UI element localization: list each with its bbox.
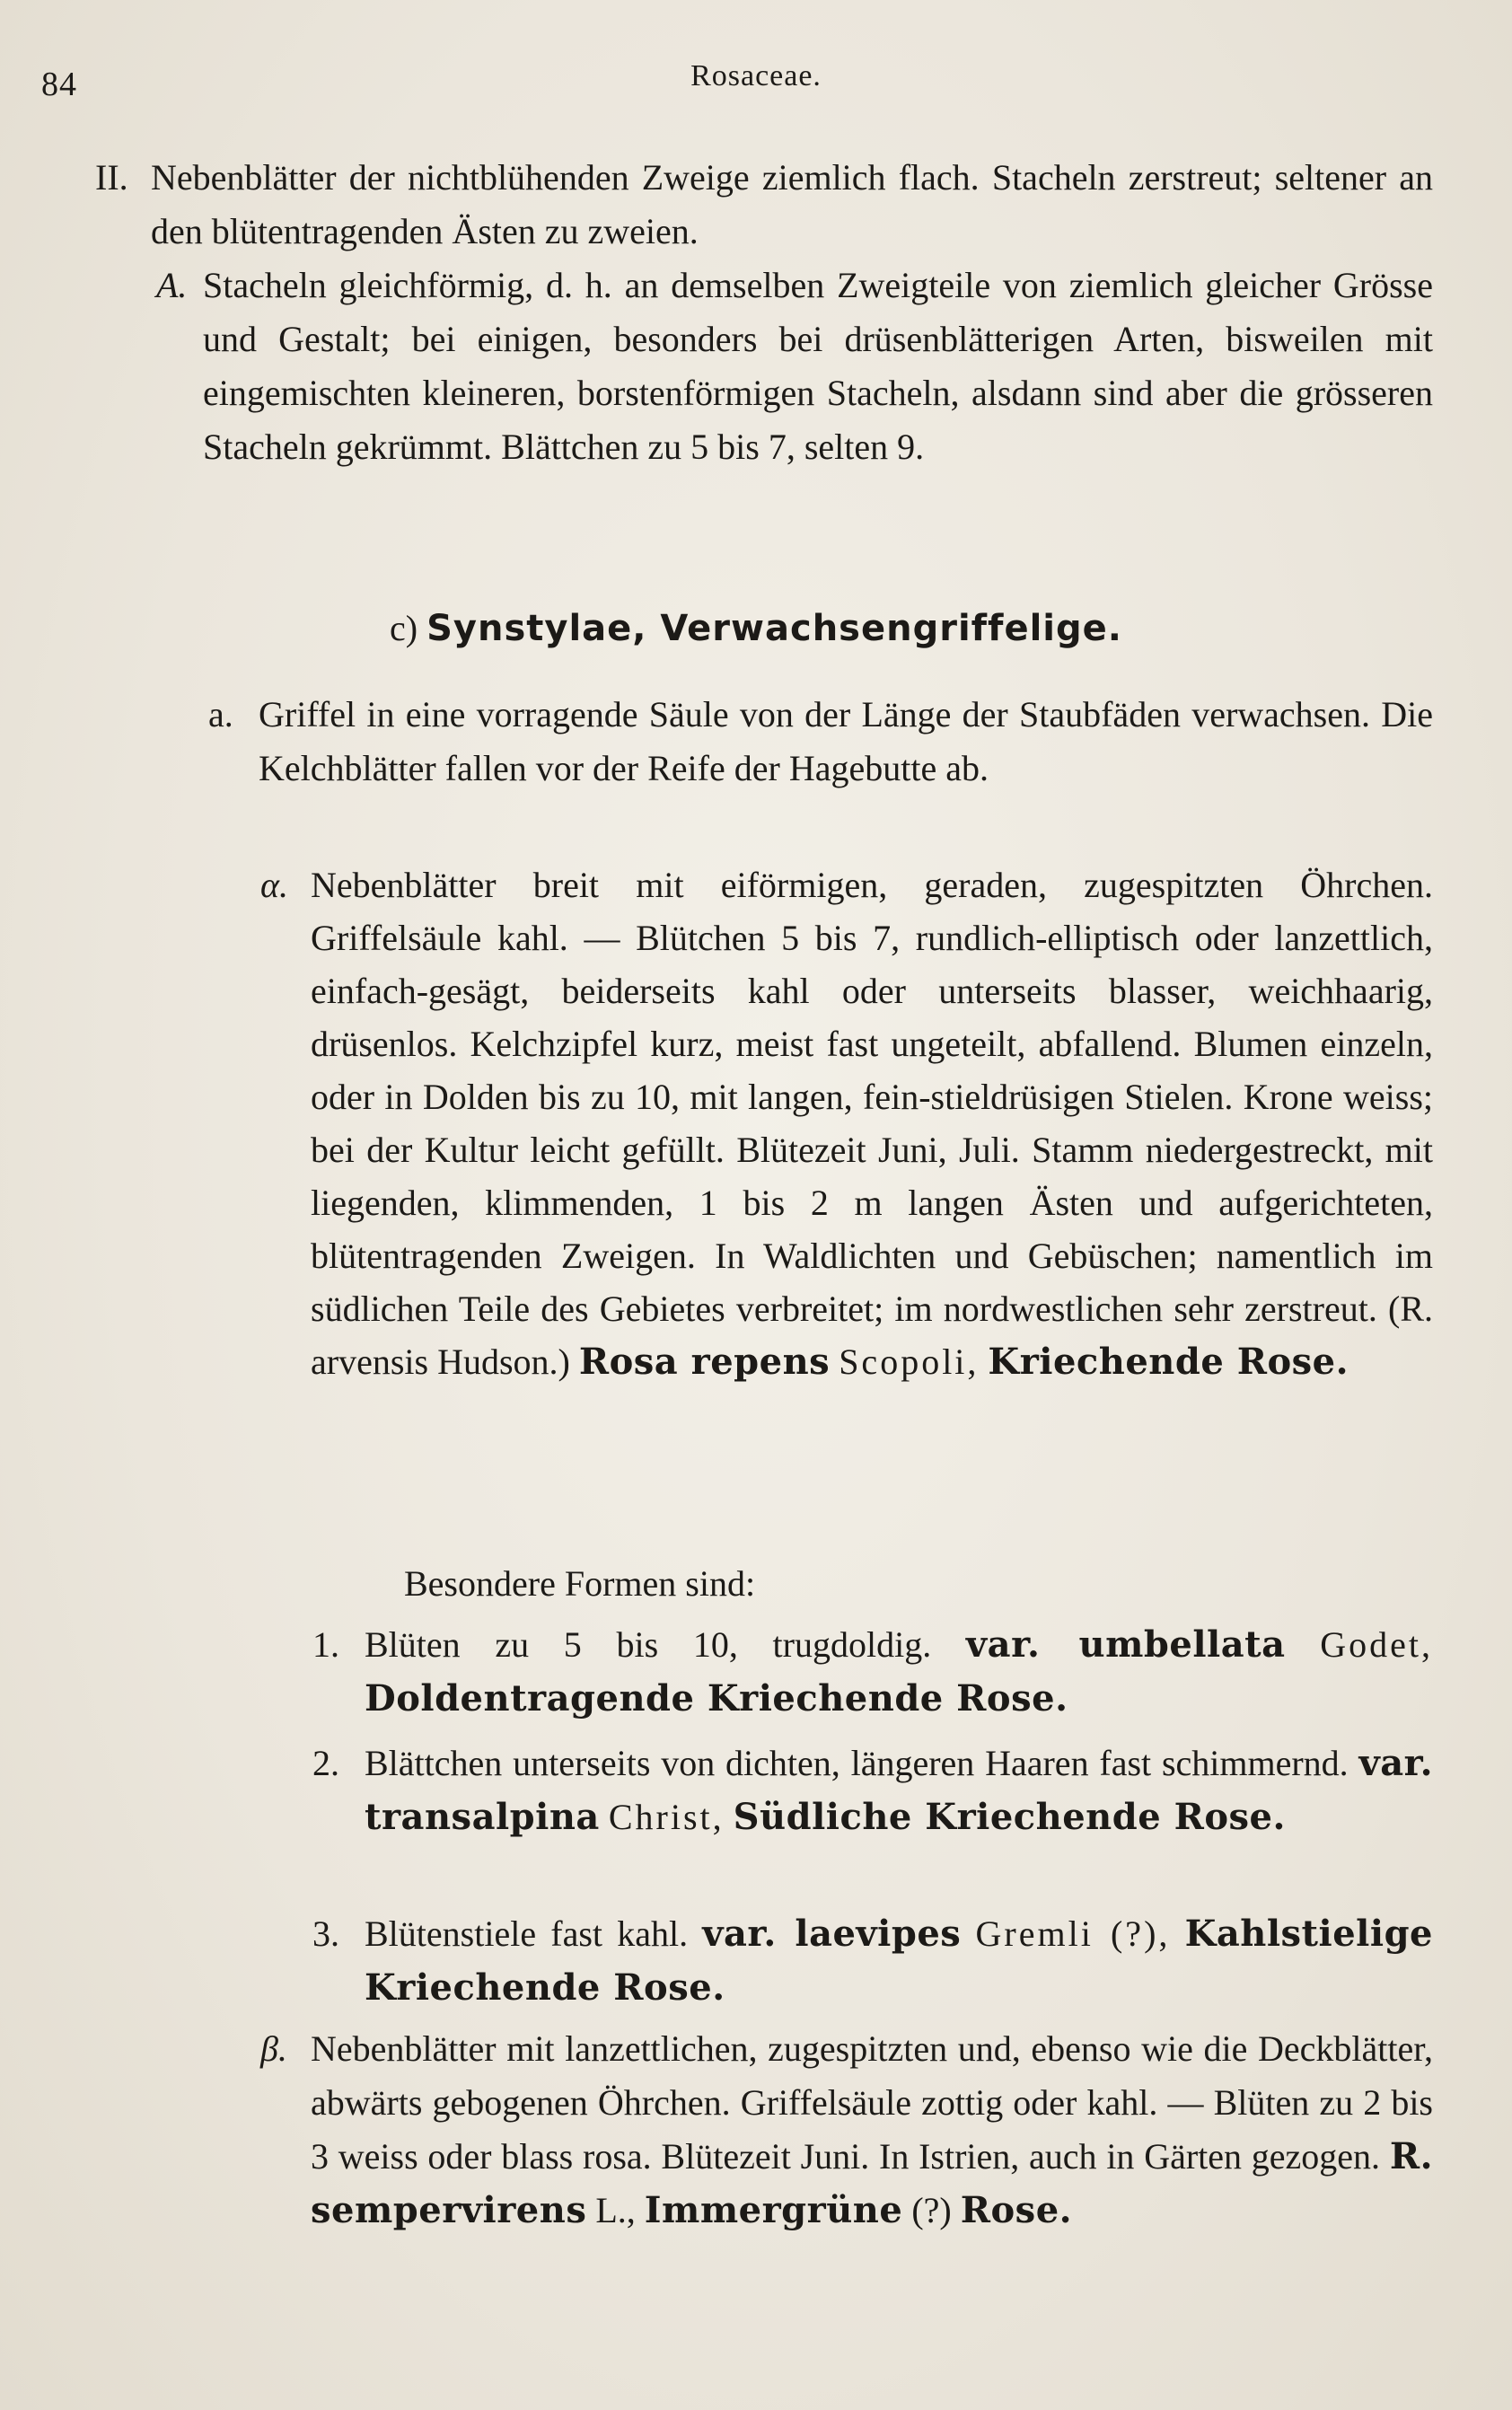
section-a-lower-text: Griffel in eine vorragende Säule von der Länge der Staubfäden verwachsen. Die Kelchblätter fallen vor der Reife der Hagebutte ab. <box>259 694 1433 788</box>
subsection-title: Synstylae, Verwachsengriffelige. <box>426 608 1122 649</box>
section-a-lower-label: a. <box>208 694 233 734</box>
section-a-lower <box>208 688 1433 796</box>
form-3-text: Blütenstiele fast kahl. <box>365 1913 689 1954</box>
subsection-prefix: c) <box>390 608 418 648</box>
form-1-author: Godet, <box>1320 1624 1434 1665</box>
form-item-3 <box>312 1907 1433 2015</box>
section-ii-text: Nebenblätter der nichtblühenden Zweige ziemlich flach. Stacheln zerstreut; seltener an den blütentragenden Ästen zu zweien. <box>151 157 1433 251</box>
form-item-1 <box>312 1618 1434 1726</box>
section-alpha <box>260 858 1433 1388</box>
section-a-upper-text: Stacheln gleichförmig, d. h. an demselben Zweigteile von ziemlich gleicher Grösse und Gestalt; bei einigen, besonders bei drüsenblätterigen Arten, bisweilen mit eingemischten kleineren, borstenförmigen Stacheln, alsdann sind aber die grösseren Stacheln gekrümmt. Blättchen zu 5 bis 7, selten 9. <box>203 265 1433 467</box>
form-item-2 <box>312 1737 1434 1844</box>
form-3-common-name: Kahlstielige Kriechende Rose. <box>365 1913 1433 2009</box>
form-2-text: Blättchen unterseits von dichten, längeren Haaren fast schimmernd. <box>365 1743 1349 1783</box>
forms-intro: Besondere Formen sind: <box>404 1563 756 1604</box>
form-3-variety: var. laevipes <box>702 1913 962 1955</box>
species-author: Scopoli, <box>839 1341 980 1382</box>
subsection-heading <box>0 607 1512 649</box>
form-1-common-name: Doldentragende Kriechende Rose. <box>365 1677 1068 1720</box>
section-ii <box>95 151 1433 259</box>
running-title: Rosaceae. <box>690 59 822 92</box>
section-beta-text: Nebenblätter mit lanzettlichen, zugespitzten und, ebenso wie die Deckblätter, abwärts gebogenen Öhrchen. Griffelsäule zottig oder kahl. — Blüten zu 2 bis 3 weiss oder blass rosa. Blütezeit Juni. In Istrien, auch in Gärten gezogen. <box>311 2028 1433 2177</box>
beta-species-author: L., <box>595 2190 636 2230</box>
form-1-text: Blüten zu 5 bis 10, trugdoldig. <box>365 1624 932 1665</box>
beta-common-name: Immergrüne <box>644 2189 903 2231</box>
section-ii-label: II. <box>95 157 128 198</box>
beta-common-note: (?) <box>911 2190 952 2230</box>
form-1-variety: var. umbellata <box>965 1623 1286 1666</box>
species-name: Rosa repens <box>578 1341 831 1383</box>
form-3-author: Gremli (?), <box>975 1913 1171 1954</box>
form-1-number: 1. <box>312 1624 339 1665</box>
form-2-number: 2. <box>312 1743 339 1783</box>
section-beta <box>260 2022 1433 2238</box>
section-beta-label: β. <box>260 2028 287 2069</box>
beta-common-tail: Rose. <box>960 2189 1073 2231</box>
page-number: 84 <box>41 66 77 103</box>
form-2-author: Christ, <box>608 1797 725 1837</box>
section-alpha-label: α. <box>260 865 288 905</box>
section-a-upper <box>156 259 1433 474</box>
species-common-name: Kriechende Rose. <box>988 1341 1349 1383</box>
beta-species-name: R. sempervirens <box>311 2135 1433 2231</box>
form-2-variety: var. transalpina <box>365 1742 1434 1838</box>
form-3-number: 3. <box>312 1913 339 1954</box>
section-a-upper-label: A. <box>156 265 188 305</box>
form-2-common-name: Südliche Kriechende Rose. <box>733 1796 1286 1838</box>
section-alpha-text: Nebenblätter breit mit eiförmigen, geraden, zugespitzten Öhrchen. Griffelsäule kahl. — Blütchen 5 bis 7, rundlich-elliptisch oder lanzettlich, einfach-gesägt, beiderseits kahl oder unterseits blasser, weichhaarig, drüsenlos. Kelchzipfel kurz, meist fast ungeteilt, abfallend. Blumen einzeln, oder in Dolden bis zu 10, mit langen, fein-stieldrüsigen Stielen. Krone weiss; bei der Kultur leicht gefüllt. Blütezeit Juni, Juli. Stamm niedergestreckt, mit liegenden, klimmenden, 1 bis 2 m langen Ästen und aufgerichteten, blütentragenden Zweigen. In Waldlichten und Gebüschen; namentlich im südlichen Teile des Gebietes verbreitet; im nordwestlichen sehr zerstreut. (R. arvensis Hudson.) <box>311 865 1433 1382</box>
